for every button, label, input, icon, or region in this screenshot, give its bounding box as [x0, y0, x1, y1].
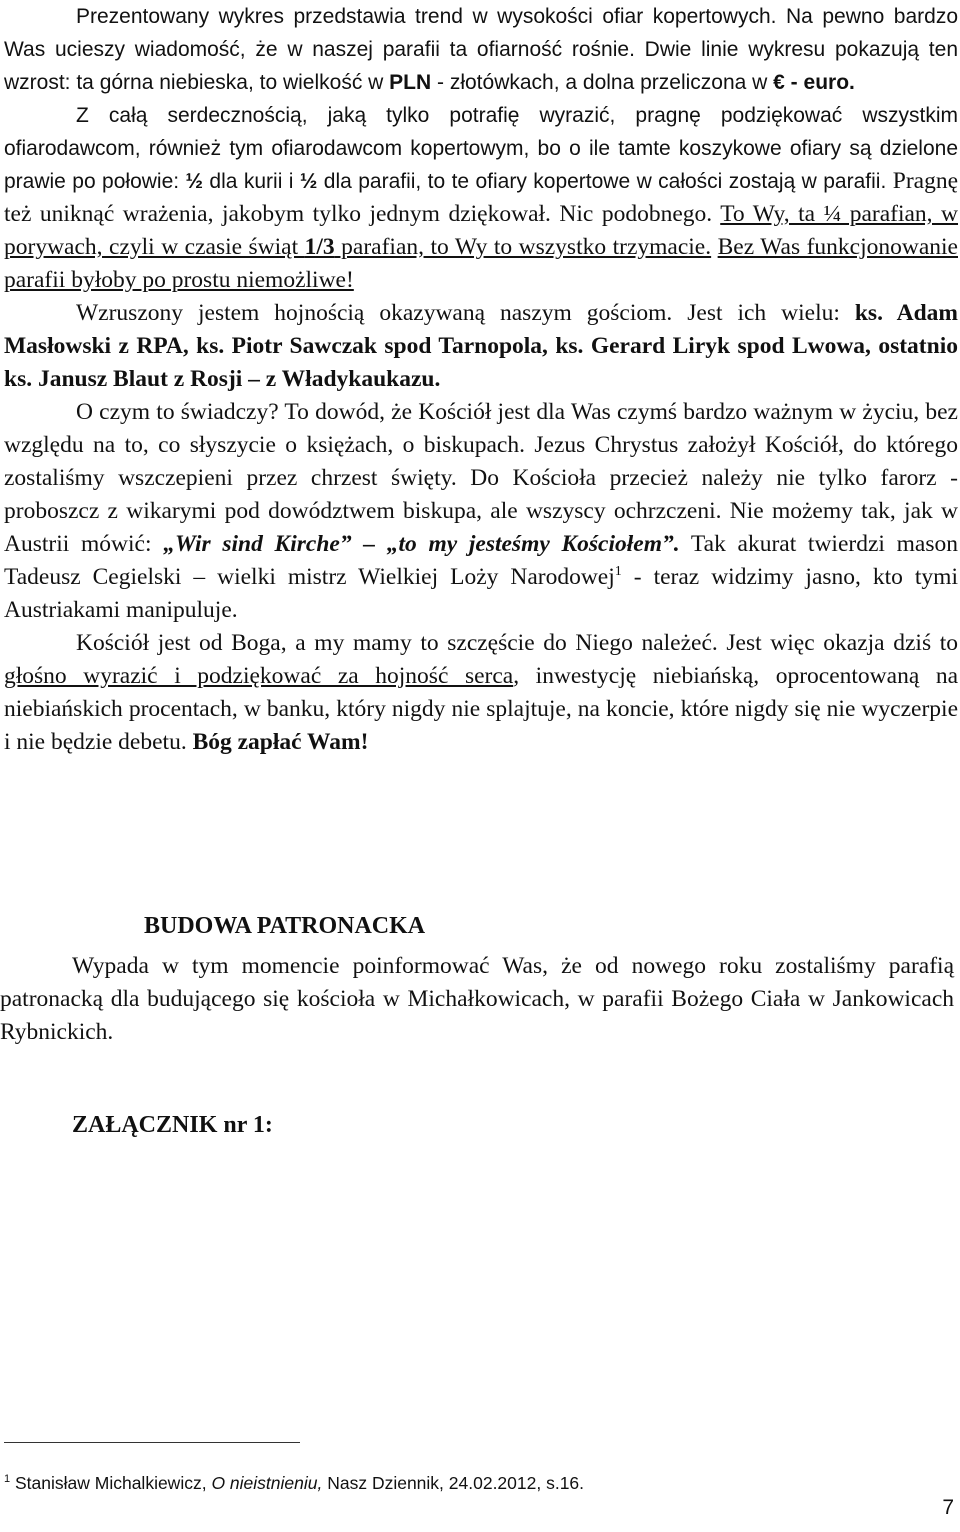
document-page	[4, 0, 958, 759]
text-run: Z całą serdecznością, jaką tylko potrafię wyrazić, pragnę podziękować wszystkim ofiarodawcom, również tym ofiarodawcom kopertowym, bo o ile tamte koszykowe ofiary są dzielone prawie po połowie:	[4, 104, 958, 193]
paragraph-gratitude	[4, 627, 958, 759]
text-run: , inwestycję niebiańską, oprocentowaną na niebiańskich procentach, w banku, który nigdy nie splajtuje, na koncie, które nigdy się nie wyczerpie i nie będzie debetu.	[4, 663, 959, 755]
text-run: „Wir sind Kirche” – „to my jesteśmy Kościołem”.	[163, 531, 680, 557]
annex-heading: ZAŁĄCZNIK nr 1:	[72, 1112, 273, 1138]
text-run: Bez Was funkcjonowanie parafii byłoby po prostu niemożliwe!	[4, 234, 958, 293]
footnote	[4, 1473, 584, 1494]
footnote-title: O nieistnieniu,	[211, 1473, 323, 1493]
text-run: Pragnę też uniknąć wrażenia, jakobym tylko jednym dziękował. Nic podobnego.	[4, 168, 959, 227]
text-run: O czym to świadczy? To dowód, że Kościół jest dla Was czymś bardzo ważnym w życiu, bez względu na to, co słyszycie o księżach, o biskupach. Jezus Chrystus założył Kościół, do którego zostaliśmy wszczepieni przez chrzest święty. Do Kościoła przecież należy nie tylko farorz - proboszcz z wikarymi pod dowództwem biskupa, ale wszyscy ochrzczeni. Nie możemy tak, jak w Austrii mówić:	[4, 399, 958, 557]
footnote-source: Nasz Dziennik, 24.02.2012, s.16.	[322, 1473, 585, 1493]
footnote-author: Stanisław Michalkiewicz,	[10, 1473, 212, 1493]
text-run: dla kurii i	[203, 170, 300, 193]
text-run: - teraz widzimy jasno, kto tymi Austriakami manipuluje.	[4, 564, 958, 623]
text-run: Bóg zapłać Wam!	[192, 729, 369, 755]
paragraph-church	[4, 396, 958, 627]
footnote-number: 1	[4, 1473, 11, 1486]
footnote-ref: 1	[614, 564, 622, 580]
page-number: 7	[942, 1496, 954, 1519]
text-run: dla parafii, to te ofiary kopertowe w całości zostają w parafii.	[317, 170, 887, 193]
text-run: głośno wyrazić i podziękować za hojność serca	[4, 663, 514, 689]
text-run: 1/3	[304, 234, 335, 260]
text-run: ½	[185, 170, 204, 193]
section-heading: BUDOWA PATRONACKA	[144, 913, 426, 939]
text-run: Kościół jest od Boga, a my mamy to szczęście do Niego należeć. Jest więc okazja dziś to	[76, 630, 958, 656]
paragraph-thanks	[4, 99, 958, 297]
text-run: ks. Adam Masłowski z RPA, ks. Piotr Sawczak spod Tarnopola, ks. Gerard Liryk spod Lwowa, ostatnio ks. Janusz Blaut z Rosji – z Władykaukazu.	[4, 300, 958, 392]
text-run: - złotówkach, a dolna przeliczona w	[431, 71, 774, 94]
text-run: Prezentowany wykres przedstawia trend w wysokości ofiar kopertowych. Na pewno bardzo Was ucieszy wiadomość, że w naszej parafii ta ofiarność rośnie. Dwie linie wykresu pokazują ten wzrost: ta górna niebieska, to wielkość w	[4, 5, 958, 94]
text-run: € - euro.	[773, 71, 855, 94]
text-run: PLN	[389, 71, 432, 94]
paragraph-chart-intro	[4, 0, 958, 99]
paragraph-guests	[4, 297, 958, 396]
text-run: To Wy, ta ¼ parafian, w porywach, czyli w czasie świąt	[4, 201, 959, 260]
text-run: Wzruszony jestem hojnością okazywaną naszym gościom. Jest ich wielu:	[76, 300, 855, 326]
text-run: Tak akurat twierdzi mason Tadeusz Cegielski – wielki mistrz Wielkiej Loży Narodowej	[4, 531, 958, 590]
footnote-separator	[4, 1442, 300, 1443]
text-run: ½	[299, 170, 318, 193]
text-run: parafian, to Wy to wszystko trzymacie.	[334, 234, 712, 260]
section-paragraph: Wypada w tym momencie poinformować Was, że od nowego roku zostaliśmy parafią patronacką dla budującego się kościoła w Michałkowicach, w parafii Bożego Ciała w Jankowicach Rybnickich.	[0, 953, 954, 1045]
